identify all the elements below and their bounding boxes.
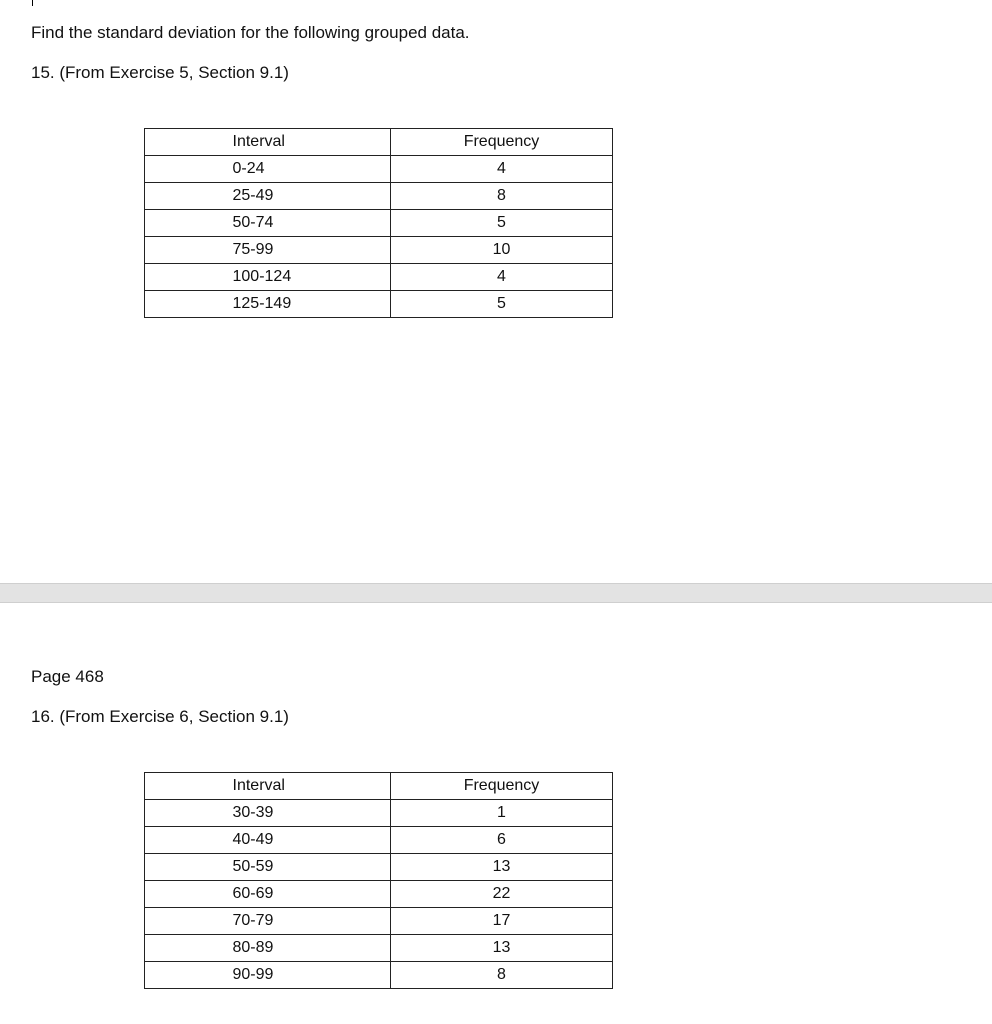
interval-cell: 80-89	[145, 935, 391, 962]
interval-cell: 100-124	[145, 264, 391, 291]
table-row	[145, 800, 613, 827]
table-row	[145, 264, 613, 291]
table-row	[145, 908, 613, 935]
frequency-cell: 6	[391, 827, 613, 854]
frequency-header: Frequency	[391, 129, 613, 156]
frequency-header: Frequency	[391, 773, 613, 800]
frequency-cell: 1	[391, 800, 613, 827]
problem-15-title: 15. (From Exercise 5, Section 9.1)	[31, 63, 289, 82]
page-separator	[0, 583, 992, 603]
table-row	[145, 183, 613, 210]
instruction-text: Find the standard deviation for the following grouped data.	[31, 23, 470, 42]
table-row	[145, 854, 613, 881]
interval-cell: 90-99	[145, 962, 391, 989]
frequency-cell: 13	[391, 854, 613, 881]
frequency-cell: 17	[391, 908, 613, 935]
frequency-cell: 10	[391, 237, 613, 264]
frequency-cell: 5	[391, 291, 613, 318]
frequency-cell: 8	[391, 183, 613, 210]
table-header-row	[145, 773, 613, 800]
top-margin-tick	[32, 0, 33, 6]
grouped-data-table-15	[144, 128, 613, 318]
table-row	[145, 935, 613, 962]
interval-header: Interval	[145, 773, 391, 800]
table-row	[145, 237, 613, 264]
problem-16-title: 16. (From Exercise 6, Section 9.1)	[31, 707, 289, 726]
interval-header: Interval	[145, 129, 391, 156]
table-header-row	[145, 129, 613, 156]
interval-cell: 25-49	[145, 183, 391, 210]
frequency-cell: 8	[391, 962, 613, 989]
interval-cell: 125-149	[145, 291, 391, 318]
interval-cell: 60-69	[145, 881, 391, 908]
table-row	[145, 881, 613, 908]
frequency-cell: 22	[391, 881, 613, 908]
page-label: Page 468	[31, 667, 104, 686]
frequency-cell: 5	[391, 210, 613, 237]
table-row	[145, 962, 613, 989]
frequency-cell: 4	[391, 264, 613, 291]
interval-cell: 50-59	[145, 854, 391, 881]
frequency-cell: 13	[391, 935, 613, 962]
interval-cell: 50-74	[145, 210, 391, 237]
frequency-cell: 4	[391, 156, 613, 183]
table-row	[145, 827, 613, 854]
interval-cell: 75-99	[145, 237, 391, 264]
interval-cell: 40-49	[145, 827, 391, 854]
table-row	[145, 156, 613, 183]
interval-cell: 70-79	[145, 908, 391, 935]
interval-cell: 30-39	[145, 800, 391, 827]
interval-cell: 0-24	[145, 156, 391, 183]
grouped-data-table-16	[144, 772, 613, 989]
table-row	[145, 291, 613, 318]
table-row	[145, 210, 613, 237]
